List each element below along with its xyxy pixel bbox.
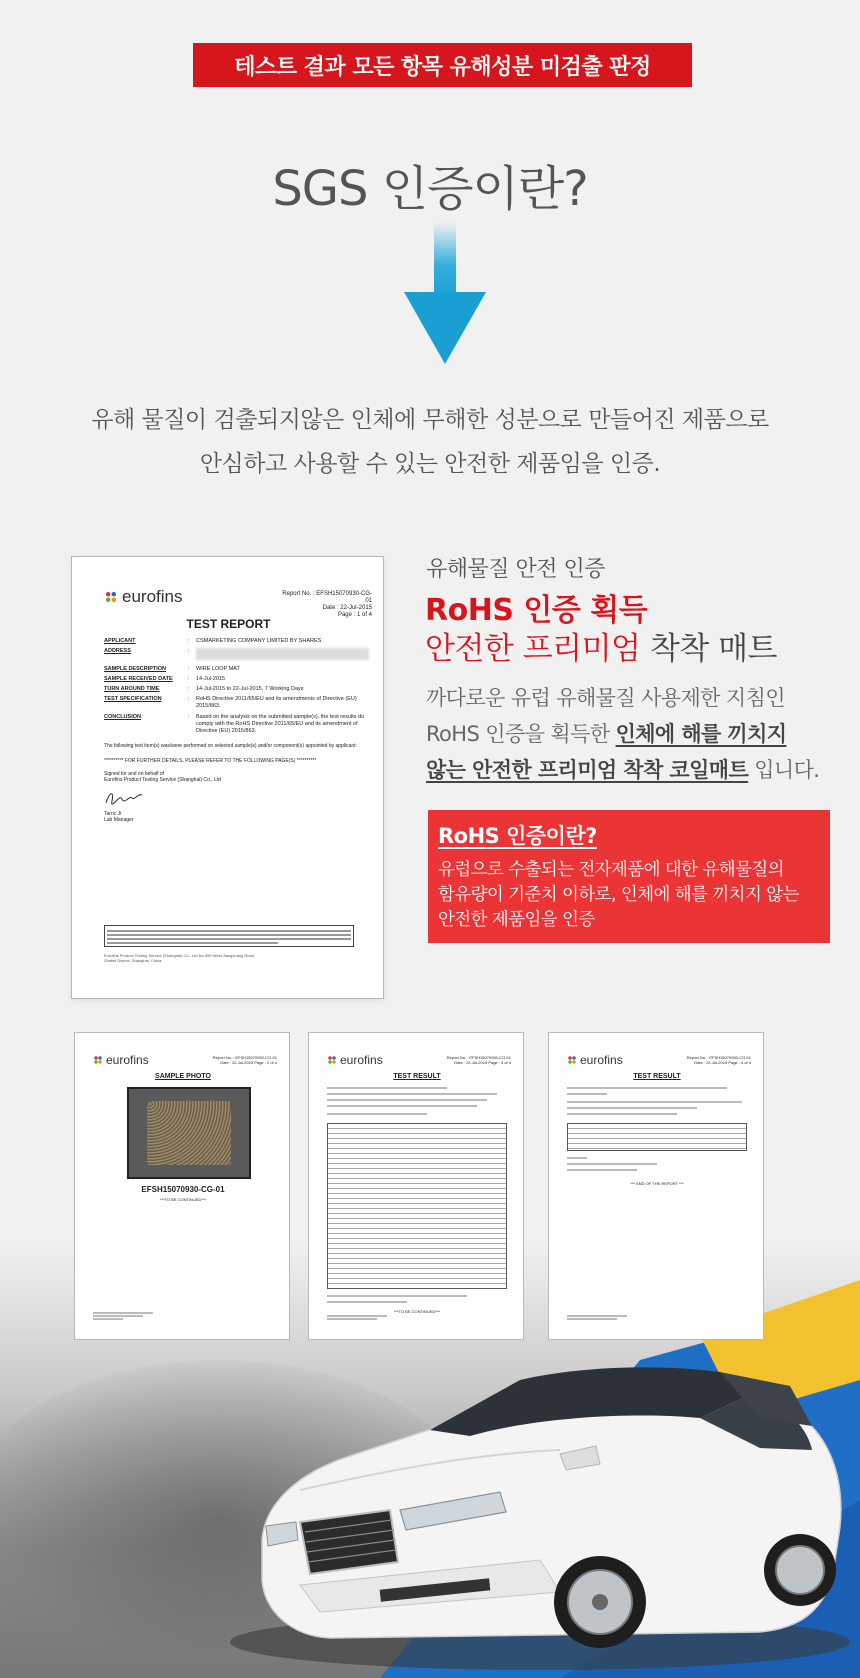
rohs-info-title: RoHS 인증이란? (438, 824, 597, 848)
page-footer (567, 1314, 627, 1321)
desc-line-2-bold: 인체에 해를 끼치지 (615, 722, 787, 746)
report-field-received-date: SAMPLE RECEIVED DATE : 14-Jul-2015 (104, 676, 369, 683)
report-field-applicant: APPLICANT : CSMARKETING COMPANY LIMITED BY SHARES (104, 638, 369, 645)
test-report-certificate (71, 556, 384, 999)
signer-title: Lab Manager (104, 817, 134, 823)
field-value: CSMARKETING COMPANY LIMITED BY SHARES (196, 638, 322, 644)
eurofins-logo (567, 1053, 623, 1067)
report-fields (104, 638, 369, 738)
eurofins-brand: eurofins (340, 1053, 383, 1067)
test-report-title: TEST REPORT (186, 617, 271, 631)
report-line-items: The following test item(s) was/were performed on selected sample(s) and/or component(s) appointed by applicant: (104, 743, 357, 749)
report-date: Date : 22-Jul-2015 (322, 605, 372, 611)
field-value: 14-Jul-2015 to 22-Jul-2015, 7 Working Days (196, 686, 304, 692)
report-line-further: ********** FOR FURTHER DETAILS, PLEASE REFER TO THE FOLLOWING PAGE(S) ********** (104, 758, 317, 764)
field-key: ADDRESS (104, 648, 131, 654)
text-line (567, 1157, 587, 1159)
desc-line-3-bold: 않는 안전한 프리미엄 착착 코일매트 (426, 758, 749, 782)
field-key: SAMPLE RECEIVED DATE (104, 676, 173, 682)
page-heading: SAMPLE PHOTO (155, 1073, 211, 1080)
page-footer (327, 1314, 387, 1321)
sample-code: EFSH15070930-CG-01 (141, 1185, 225, 1194)
desc-line-1: 까다로운 유럽 유해물질 사용제한 지침인 (426, 686, 785, 710)
eurofins-brand: eurofins (106, 1053, 149, 1067)
field-value: RoHS Directive 2011/65/EU and its amendments of Directive (EU) 2015/863. (196, 696, 357, 709)
desc-line-2-text: RoHS 인증을 획득한 (426, 722, 616, 746)
disclaimer-box (104, 925, 354, 947)
text-line (567, 1113, 677, 1115)
intro-line-1: 유해 물질이 검출되지않은 인체에 무해한 성분으로 만들어진 제품으로 (91, 407, 769, 433)
report-field-turnaround: TURN AROUND TIME : 14-Jul-2015 to 22-Jul-2015, 7 Working Days (104, 686, 369, 693)
text-line (327, 1087, 447, 1089)
text-line (567, 1101, 742, 1103)
text-line (327, 1113, 427, 1115)
eurofins-logo-icon (567, 1055, 577, 1065)
eurofins-logo (93, 1053, 149, 1067)
rohs-description (426, 680, 856, 788)
report-footer: Eurofins Product Testing Service (Shanghai) Co., Ltd No.395 West Jiangchang Road, Zhabei District, Shanghai, China (104, 953, 256, 963)
field-value-blurred (196, 648, 369, 660)
report-page-test-result-2 (548, 1032, 764, 1340)
result-banner-text: 테스트 결과 모든 항목 유해성분 미검출 판정 (234, 54, 651, 80)
text-line (567, 1169, 637, 1171)
eurofins-logo (104, 587, 182, 607)
result-table (327, 1123, 507, 1289)
sample-mat-photo (127, 1087, 251, 1179)
safety-cert-subtitle: 유해물질 안전 인증 (426, 557, 606, 582)
rohs-info-body (438, 858, 820, 933)
sgs-title: SGS 인증이란? (272, 161, 588, 217)
field-key: CONCLUSION (104, 714, 141, 720)
desc-line-3 (426, 752, 856, 788)
report-page: Page : 1 of 4 (337, 612, 372, 618)
premium-mat-title-dark: 착착 매트 (640, 631, 777, 667)
report-field-specification: TEST SPECIFICATION : RoHS Directive 2011/65/EU and its amendments of Directive (EU) 2015/863. (104, 696, 369, 710)
desc-line-2 (426, 716, 856, 752)
rohs-info-line-3: 안전한 제품임을 인증 (438, 910, 595, 930)
field-key: TEST SPECIFICATION (104, 696, 162, 702)
page-meta: Report No. : EFSH15070930-CG-01 Date : 22-Jul-2015 Page : 2 of 4 (212, 1055, 277, 1065)
report-line-service: Eurofins Product Testing Service (Shanghai) Co., Ltd (104, 777, 221, 783)
eurofins-logo-icon (104, 590, 118, 604)
page-meta: Report No. : EFSH15070930-CG-01 Date : 22-Jul-2015 Page : 4 of 4 (686, 1055, 751, 1065)
text-line (567, 1087, 727, 1089)
page-meta: Report No. : EFSH15070930-CG-01 Date : 22-Jul-2015 Page : 3 of 4 (446, 1055, 511, 1065)
result-table (567, 1123, 747, 1151)
eurofins-logo-icon (93, 1055, 103, 1065)
page-footer (93, 1311, 153, 1321)
field-value: Based on the analysis on the submitted sample(s), the test results do comply with the RoHS Directive 2011/65/EU and its amendment of Directive (EU) 2015/863. (196, 714, 365, 734)
page-continued: ***TO BE CONTINUED*** (159, 1197, 207, 1202)
rohs-info-line-1: 유럽으로 수출되는 전자제품에 대한 유해물질의 (438, 860, 784, 880)
eurofins-brand: eurofins (580, 1053, 623, 1067)
text-line (567, 1163, 657, 1165)
field-value: 14-Jul-2015 (196, 676, 226, 682)
text-line (567, 1107, 697, 1109)
text-line (327, 1105, 477, 1107)
text-line (567, 1093, 607, 1095)
result-banner (193, 43, 692, 87)
text-line (327, 1301, 407, 1303)
report-page-sample-photo (74, 1032, 290, 1340)
text-line (327, 1099, 487, 1101)
desc-line-3-text: 입니다. (748, 758, 820, 782)
sgs-intro-text (0, 398, 860, 486)
eurofins-brand: eurofins (122, 587, 183, 606)
text-line (327, 1295, 467, 1297)
premium-mat-title-red: 안전한 프리미엄 (425, 631, 641, 667)
signer-name: Tarric Ji (104, 811, 122, 817)
eurofins-logo (327, 1053, 383, 1067)
premium-mat-title (425, 623, 777, 668)
field-value: WIRE LOOP MAT (196, 666, 240, 672)
report-meta (277, 591, 372, 619)
field-key: APPLICANT (104, 638, 136, 644)
arrow-down-icon (404, 222, 486, 364)
rohs-info-line-2: 함유량이 기준치 이하로, 인체에 해를 끼치지 않는 (438, 885, 799, 905)
report-field-address: ADDRESS : (104, 648, 369, 660)
text-line (327, 1093, 497, 1095)
page-heading: TEST RESULT (393, 1073, 441, 1080)
field-key: SAMPLE DESCRIPTION (104, 666, 167, 672)
report-field-sample-description: SAMPLE DESCRIPTION : WIRE LOOP MAT (104, 666, 369, 673)
report-page-test-result-1 (308, 1032, 524, 1340)
rohs-info-box (428, 810, 830, 943)
page-end: *** END OF THE REPORT *** (630, 1181, 684, 1186)
field-key: TURN AROUND TIME (104, 686, 160, 692)
report-field-conclusion: CONCLUSION : Based on the analysis on the submitted sample(s), the test results do comply with the RoHS Directive 2011/65/EU and its amendment of Directive (EU) 2015/863. (104, 714, 369, 735)
eurofins-logo-icon (327, 1055, 337, 1065)
rohs-acquired-title: RoHS 인증 획득 (425, 593, 648, 628)
page-continued: ***TO BE CONTINUED*** (393, 1309, 441, 1314)
intro-line-2: 안심하고 사용할 수 있는 안전한 제품임을 인증. (199, 451, 661, 477)
report-number: Report No. : EFSH15070930-CG-01 (282, 591, 372, 604)
page-heading: TEST RESULT (633, 1073, 681, 1080)
signature-icon (104, 789, 144, 807)
report-line-signed: Signed for and on behalf of (104, 771, 165, 777)
